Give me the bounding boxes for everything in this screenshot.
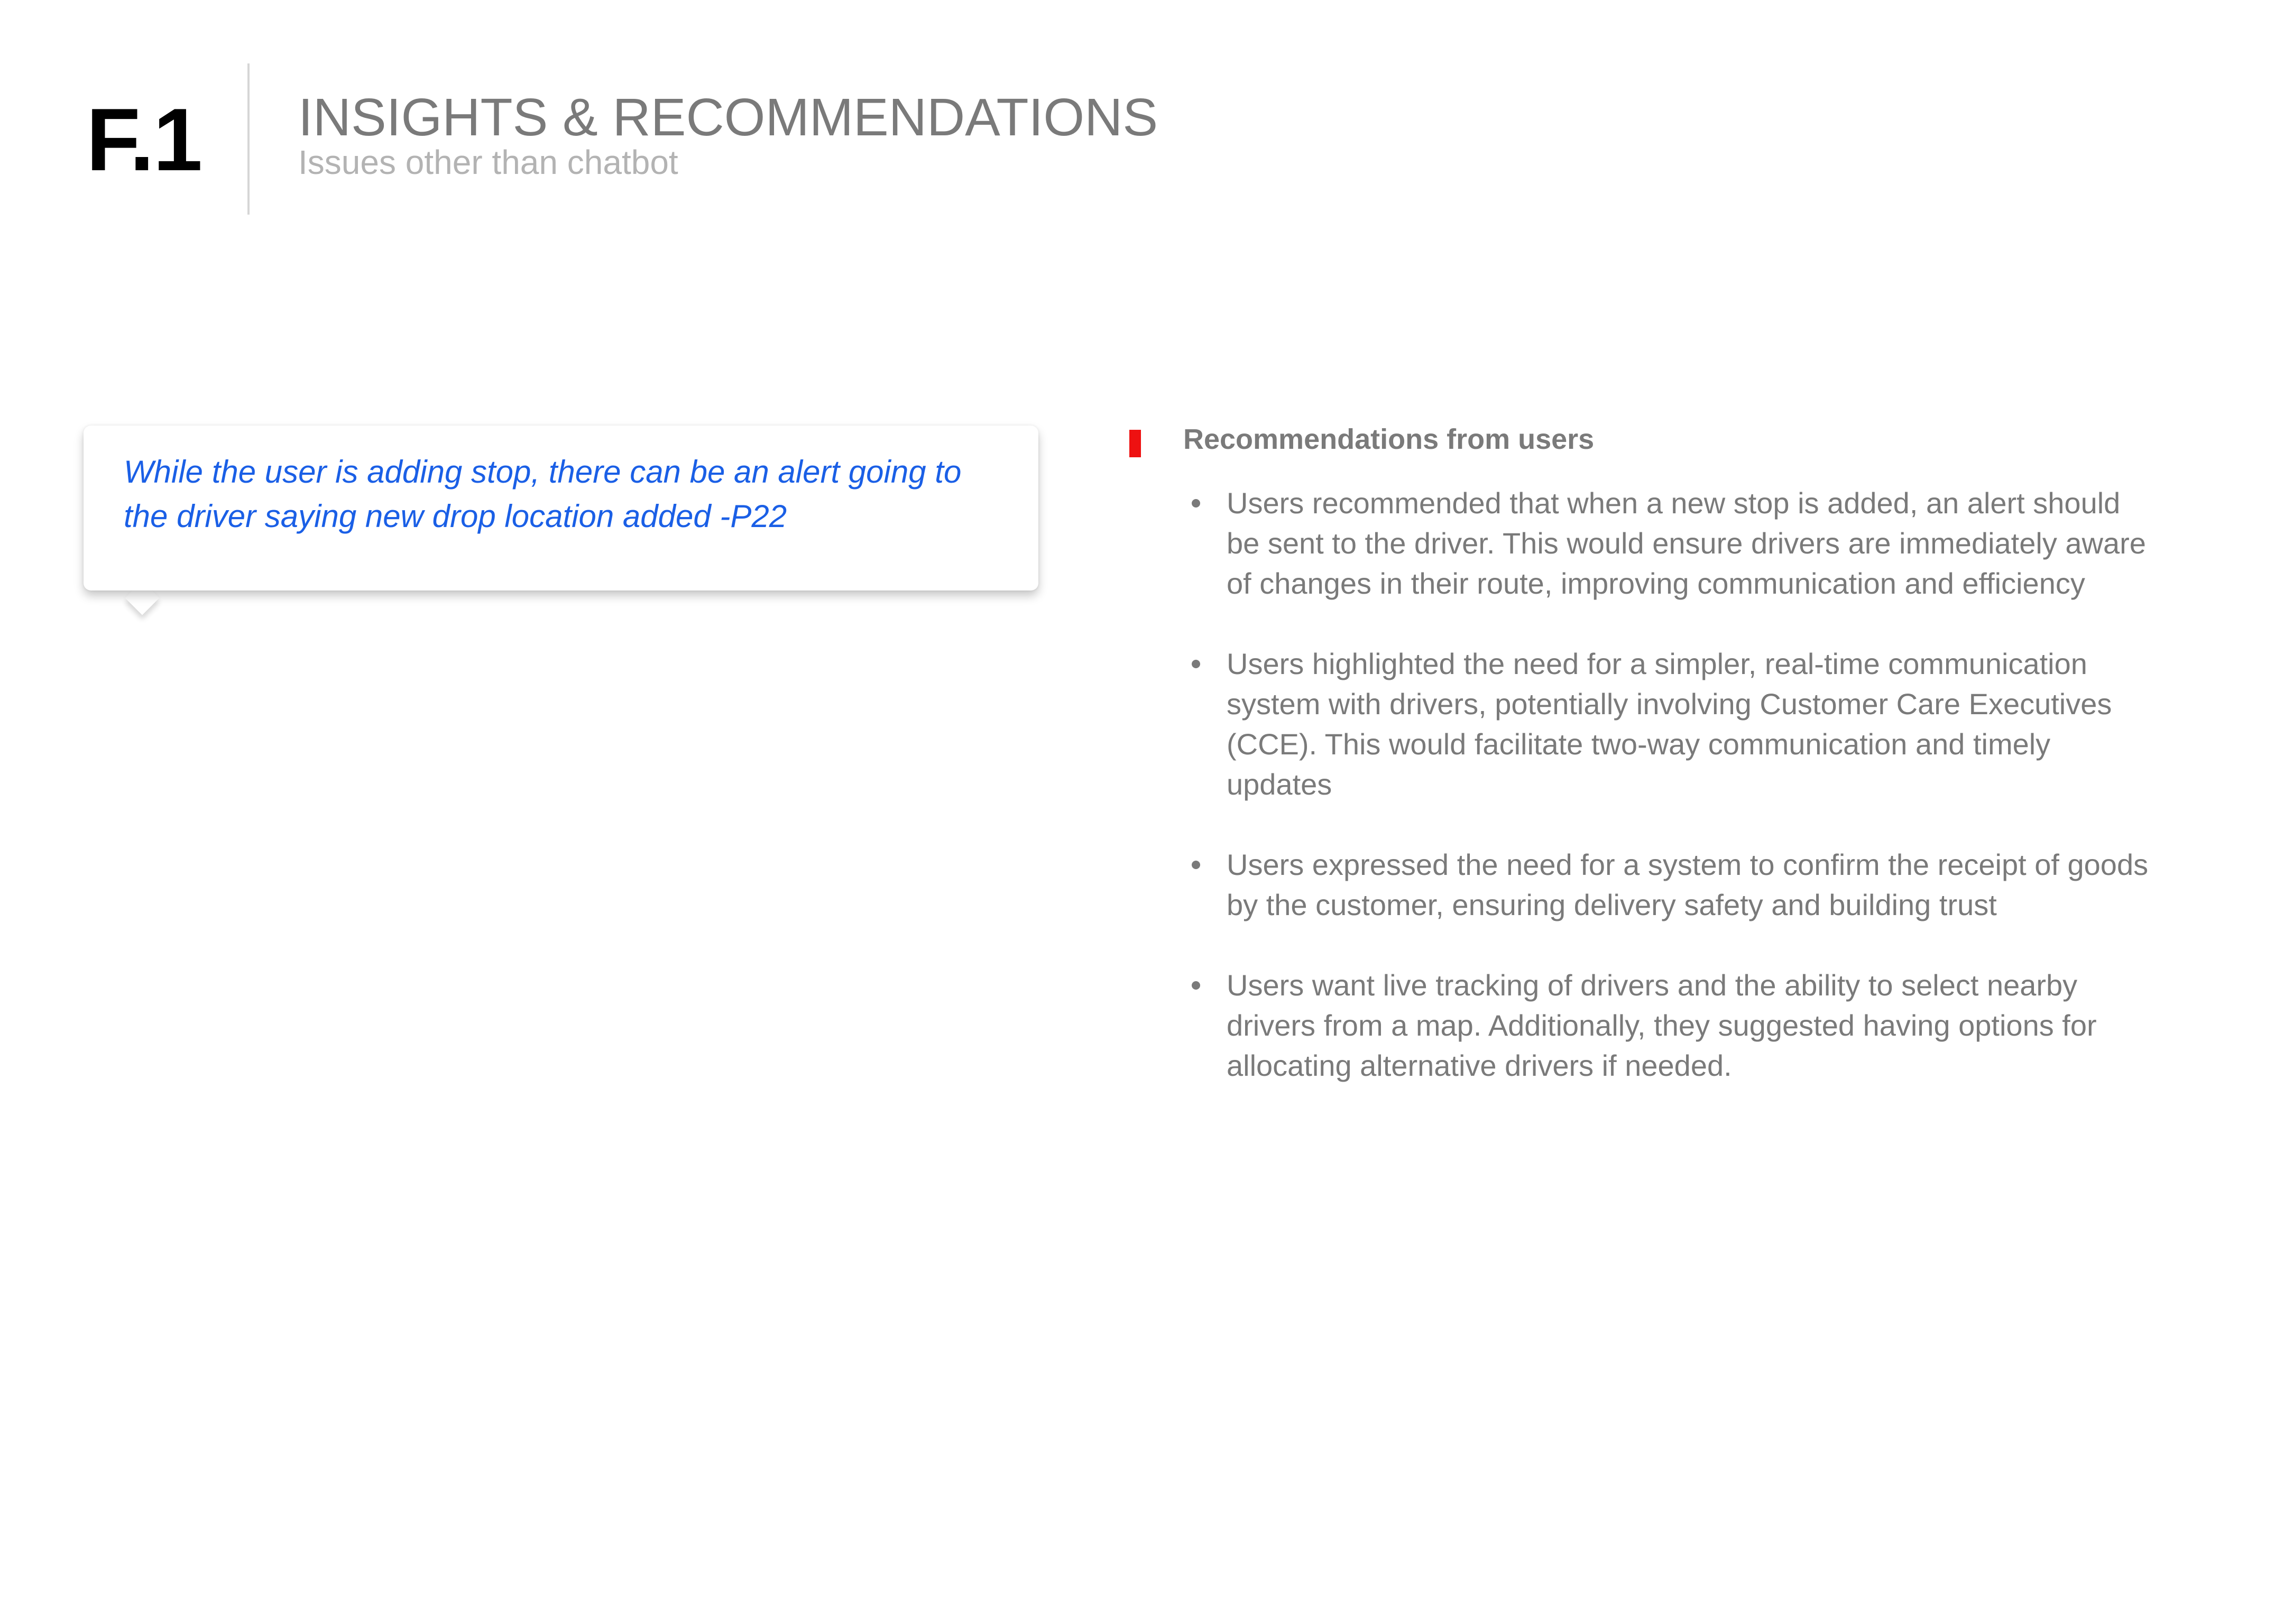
bullet-icon <box>1192 499 1200 508</box>
list-item-text: Users expressed the need for a system to confirm the receipt of goods by the customer, ensuring delivery safety and building trust <box>1227 848 2149 921</box>
recommendations-heading: Recommendations from users <box>1183 423 1595 455</box>
page-subtitle: Issues other than chatbot <box>298 143 678 181</box>
section-code: F.1 <box>86 90 202 189</box>
bullet-icon <box>1192 981 1200 990</box>
speech-bubble-tail-joint <box>119 571 167 589</box>
recommendations-list <box>1192 483 2159 1126</box>
header-divider <box>247 63 250 215</box>
bullet-icon <box>1192 861 1200 869</box>
list-item <box>1192 965 2159 1086</box>
list-item <box>1192 483 2159 604</box>
recommendations-marker <box>1129 430 1141 457</box>
quote-text: While the user is adding stop, there can be an alert going to the driver saying new drop location added -P22 <box>124 454 962 534</box>
list-item-text: Users want live tracking of drivers and the ability to select nearby drivers from a map. Additionally, they suggested having options for allocating alternative drivers if needed. <box>1227 968 2097 1082</box>
list-item <box>1192 845 2159 925</box>
page-title: INSIGHTS & RECOMMENDATIONS <box>298 88 1158 147</box>
list-item <box>1192 644 2159 805</box>
list-item-text: Users highlighted the need for a simpler, real-time communication system with drivers, potentially involving Customer Care Executives (CCE). This would facilitate two-way communication and timely updates <box>1227 647 2112 801</box>
bullet-icon <box>1192 660 1200 668</box>
list-item-text: Users recommended that when a new stop is added, an alert should be sent to the driver. This would ensure drivers are immediately aware of changes in their route, improving communication and efficiency <box>1227 486 2146 600</box>
quote-speech-bubble <box>84 426 1038 590</box>
